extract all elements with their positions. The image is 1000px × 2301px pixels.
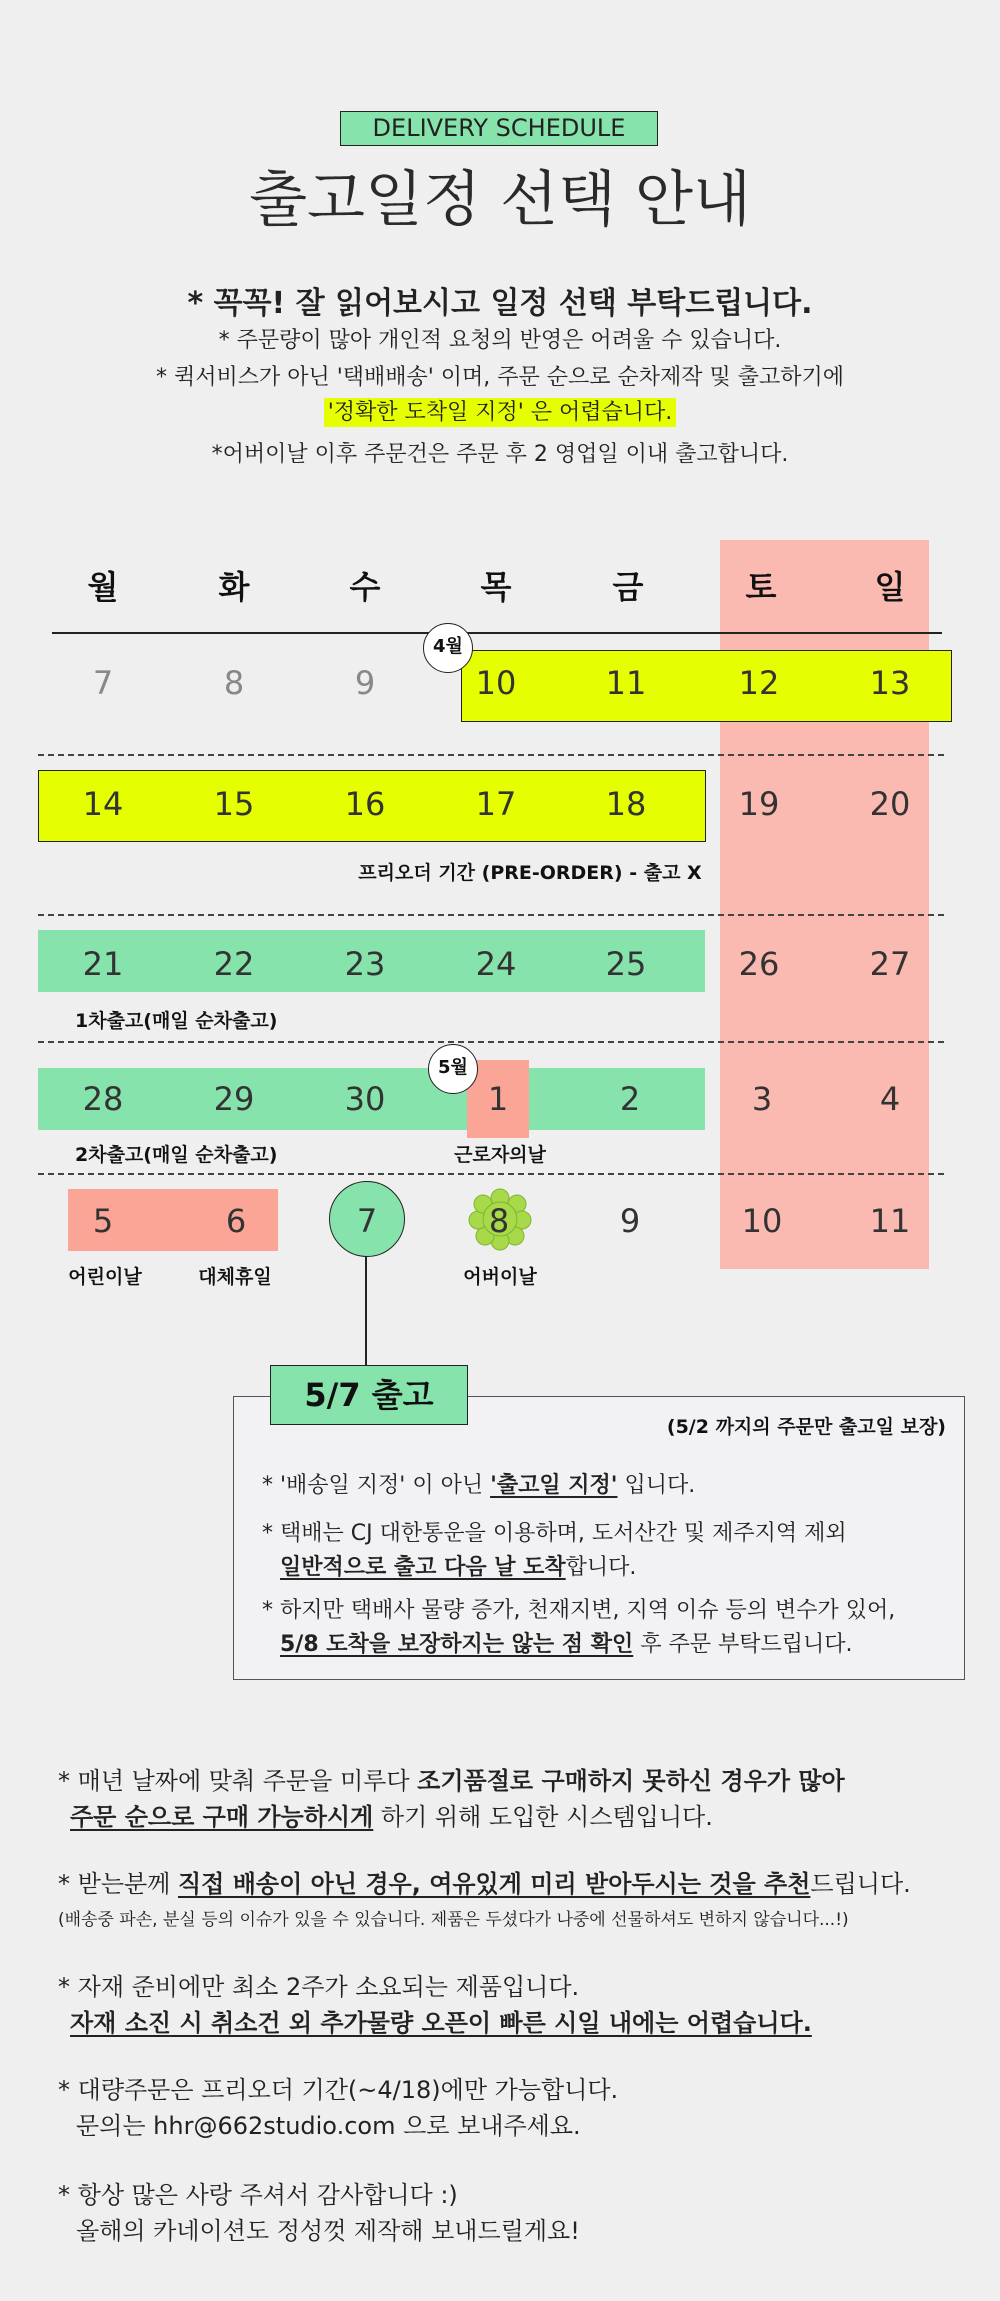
footer-text: * 받는분께 [58, 1870, 178, 1898]
day-apr-15: 15 [213, 785, 255, 823]
day-may-11: 11 [869, 1202, 911, 1240]
footer-note-5-line-1: * 항상 많은 사랑 주셔서 감사합니다 :) [58, 2181, 458, 2209]
childrens-day-label: 어린이날 [68, 1266, 142, 1288]
ship-info-text: 후 주문 부탁드립니다. [633, 1632, 853, 1657]
day-apr-21: 21 [82, 945, 124, 983]
week-divider [38, 914, 944, 916]
day-may-6: 6 [225, 1202, 247, 1240]
day-may-2: 2 [619, 1080, 641, 1118]
footer-emphasis: 자재 소진 시 취소건 외 추가물량 오픈이 빠른 시일 내에는 어렵습니다. [70, 2009, 812, 2037]
day-may-4: 4 [879, 1080, 901, 1118]
intro-line-4: *어버이날 이후 주문건은 주문 후 2 영업일 이내 출고합니다. [211, 442, 789, 467]
footer-note-3-line-1: * 자재 준비에만 최소 2주가 소요되는 제품입니다. [58, 1973, 580, 2001]
ship-date-tag: 5/7 출고 [270, 1365, 468, 1425]
day-apr-23: 23 [344, 945, 386, 983]
day-apr-22: 22 [213, 945, 255, 983]
day-apr-26: 26 [738, 945, 780, 983]
substitute-holiday-label: 대체휴일 [198, 1266, 272, 1288]
header-divider [52, 632, 942, 634]
day-apr-20: 20 [869, 785, 911, 823]
weekday-thu: 목 [480, 568, 512, 606]
ship-info-text: 입니다. [617, 1473, 696, 1498]
weekday-fri: 금 [612, 568, 644, 606]
first-shipping-label: 1차출고(매일 순차출고) [75, 1010, 278, 1032]
weekday-wed: 수 [349, 568, 381, 606]
parents-day-label: 어버이날 [463, 1266, 537, 1288]
footer-note-2-small: (배송중 파손, 분실 등의 이슈가 있을 수 있습니다. 제품은 두셨다가 나중에 선물하셔도 변하지 않습니다...!) [58, 1910, 849, 1930]
ship-info-bullet-3-line-2 [280, 1627, 852, 1658]
weekday-sun: 일 [874, 568, 906, 606]
day-apr-10: 10 [475, 664, 517, 702]
footer-emphasis: 주문 순으로 구매 가능하시게 [70, 1803, 374, 1831]
day-apr-17: 17 [475, 785, 517, 823]
footer-text: 하기 위해 도입한 시스템입니다. [373, 1803, 713, 1831]
ship-info-text: 합니다. [565, 1555, 637, 1580]
ship-info-bullet-1 [262, 1468, 695, 1499]
intro-line-1: * 주문량이 많아 개인적 요청의 반영은 어려울 수 있습니다. [218, 328, 782, 353]
weekday-tue: 화 [218, 568, 250, 606]
april-marker: 4월 [423, 623, 473, 673]
week-divider [38, 1041, 944, 1043]
day-apr-13: 13 [869, 664, 911, 702]
day-may-8: 8 [488, 1202, 510, 1240]
ship-info-emphasis: '출고일 지정' [490, 1473, 618, 1498]
footer-note-4-line-2: 문의는 hhr@662studio.com 으로 보내주세요. [76, 2112, 581, 2140]
day-may-10: 10 [741, 1202, 783, 1240]
intro-headline: * 꼭꼭! 잘 읽어보시고 일정 선택 부탁드립니다. [187, 286, 813, 321]
day-apr-27: 27 [869, 945, 911, 983]
day-apr-9: 9 [354, 664, 376, 702]
footer-note-5-line-2: 올해의 카네이션도 정성껏 제작해 보내드릴게요! [76, 2217, 580, 2245]
accurate-arrival-highlight: '정확한 도착일 지정' 은 어렵습니다. [324, 398, 677, 427]
day-apr-14: 14 [82, 785, 124, 823]
footer-text: 드립니다. [810, 1870, 911, 1898]
day-apr-30: 30 [344, 1080, 386, 1118]
ship-info-emphasis: 5/8 도착을 보장하지는 않는 점 확인 [280, 1632, 634, 1657]
footer-note-1-line-1 [58, 1761, 845, 1796]
day-apr-11: 11 [605, 664, 647, 702]
preorder-period-label: 프리오더 기간 (PRE-ORDER) - 출고 X [358, 862, 702, 884]
second-shipping-label: 2차출고(매일 순차출고) [75, 1144, 278, 1166]
footer-note-4-line-1: * 대량주문은 프리오더 기간(~4/18)에만 가능합니다. [58, 2076, 619, 2104]
footer-text: * 매년 날짜에 맞춰 주문을 미루다 [58, 1767, 418, 1795]
delivery-schedule-badge: DELIVERY SCHEDULE [340, 111, 658, 146]
day-apr-18: 18 [605, 785, 647, 823]
intro-line-3 [0, 395, 1000, 426]
intro-line-2: * 퀵서비스가 아닌 '택배배송' 이며, 주문 순으로 순차제작 및 출고하기에 [155, 365, 845, 390]
ship-info-bullet-2-line-2 [280, 1550, 636, 1581]
week-divider [38, 754, 944, 756]
day-apr-8: 8 [223, 664, 245, 702]
page-title: 출고일정 선택 안내 [249, 165, 751, 235]
day-apr-19: 19 [738, 785, 780, 823]
ship-info-bullet-2-line-1: * 택배는 CJ 대한통운을 이용하며, 도서산간 및 제주지역 제외 [262, 1521, 847, 1546]
day-apr-16: 16 [344, 785, 386, 823]
footer-emphasis: 조기품절로 구매하지 못하신 경우가 많아 [417, 1767, 845, 1795]
day-may-5: 5 [92, 1202, 114, 1240]
footer-emphasis: 직접 배송이 아닌 경우, 여유있게 미리 받아두시는 것을 추천 [178, 1870, 811, 1898]
ship-info-bullet-3-line-1: * 하지만 택배사 물량 증가, 천재지변, 지역 이슈 등의 변수가 있어, [262, 1598, 896, 1623]
footer-note-2-line-1 [58, 1864, 911, 1899]
labor-day-label: 근로자의날 [454, 1144, 546, 1166]
day-may-9: 9 [619, 1202, 641, 1240]
may-marker: 5월 [428, 1044, 478, 1094]
day-may-3: 3 [751, 1080, 773, 1118]
ship-guarantee-note: (5/2 까지의 주문만 출고일 보장) [666, 1416, 946, 1438]
day-may-1: 1 [487, 1080, 509, 1118]
day-apr-12: 12 [738, 664, 780, 702]
weekday-mon: 월 [87, 568, 119, 606]
ship-info-emphasis: 일반적으로 출고 다음 날 도착 [280, 1555, 566, 1580]
day-apr-24: 24 [475, 945, 517, 983]
footer-note-3-line-2 [70, 2003, 812, 2038]
footer-note-1-line-2 [70, 1797, 713, 1832]
day-apr-28: 28 [82, 1080, 124, 1118]
day-apr-7: 7 [92, 664, 114, 702]
ship-info-text: * '배송일 지정' 이 아닌 [262, 1473, 491, 1498]
day-may-7: 7 [356, 1202, 378, 1240]
ship-date-connector-line [365, 1256, 367, 1366]
weekday-sat: 토 [745, 568, 777, 606]
week-divider [38, 1173, 944, 1175]
day-apr-29: 29 [213, 1080, 255, 1118]
day-apr-25: 25 [605, 945, 647, 983]
